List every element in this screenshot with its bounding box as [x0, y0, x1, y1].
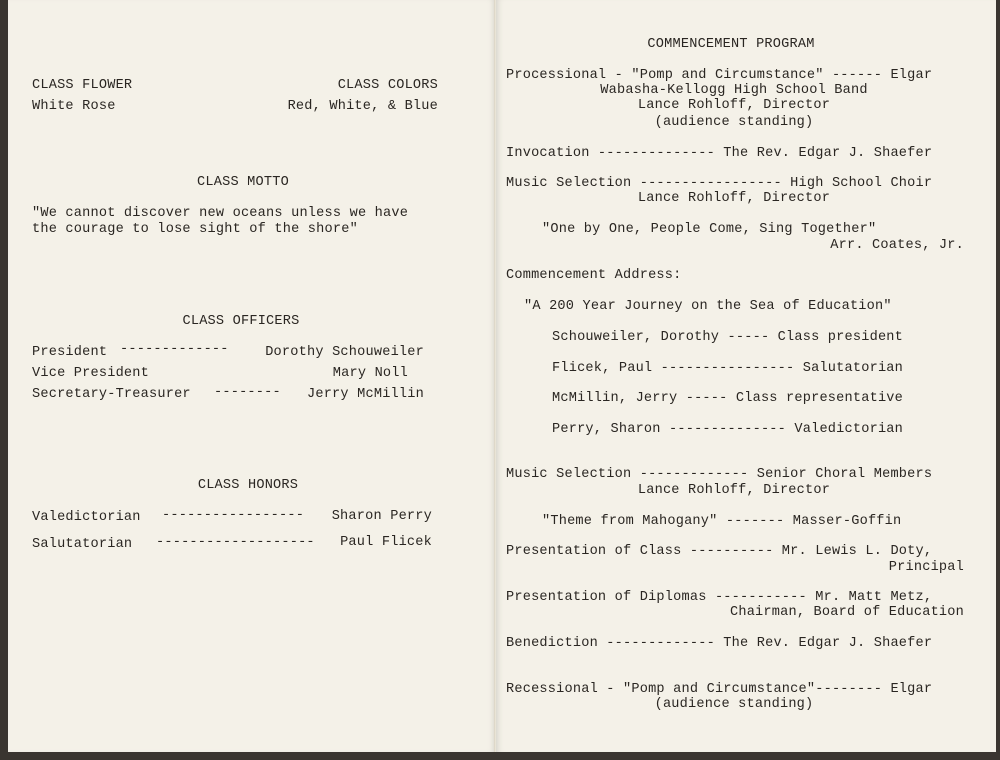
officer-role-vice-president: Vice President [32, 366, 150, 381]
presentation-of-class-line-1: Presentation of Class ---------- Mr. Lewis L. Doty, [506, 544, 933, 559]
honor-role-salutatorian: Salutatorian [32, 537, 133, 552]
officer-dashes-secretary-treasurer: -------- [214, 385, 281, 400]
officer-name-president: Dorothy Schouweiler [265, 345, 424, 360]
music-selection-1-line-1: Music Selection ----------------- High School Choir [506, 176, 933, 191]
processional-line-2: Wabasha-Kellogg High School Band [600, 83, 868, 98]
right-page [496, 0, 996, 752]
class-flower-heading: CLASS FLOWER [32, 78, 133, 93]
officer-dashes-president: ------------- [120, 342, 229, 357]
class-motto-heading: CLASS MOTTO [197, 175, 289, 190]
music-selection-2-line-2: Lance Rohloff, Director [637, 483, 831, 498]
honor-name-valedictorian: Sharon Perry [331, 509, 432, 524]
class-honors-heading: CLASS HONORS [197, 478, 299, 493]
class-flower-value: White Rose [32, 99, 116, 114]
officer-name-vice-president: Mary Noll [332, 366, 408, 381]
speaker-line: Schouweiler, Dorothy ----- Class president [552, 330, 904, 345]
recessional-line-1: Recessional - "Pomp and Circumstance"-------- Elgar [506, 682, 933, 697]
class-officers-heading: CLASS OFFICERS [182, 314, 300, 329]
commencement-address-heading: Commencement Address: [506, 268, 682, 283]
honor-dashes-salutatorian: ------------------- [156, 535, 315, 550]
program-title: COMMENCEMENT PROGRAM [647, 37, 815, 52]
honor-name-salutatorian: Paul Flicek [340, 535, 432, 550]
processional-line-1: Processional - "Pomp and Circumstance" ------ Elgar [506, 68, 933, 83]
music-selection-1-line-2: Lance Rohloff, Director [637, 191, 831, 206]
speaker-line: Perry, Sharon -------------- Valedictorian [552, 422, 904, 437]
invocation-line: Invocation -------------- The Rev. Edgar J. Shaefer [506, 146, 933, 161]
class-colors-value: Red, White, & Blue [287, 99, 438, 114]
processional-line-3: Lance Rohloff, Director [637, 98, 831, 113]
presentation-of-class-line-2: Principal [888, 560, 964, 575]
music-selection-2-line-1: Music Selection ------------- Senior Choral Members [506, 467, 933, 482]
officer-role-secretary-treasurer: Secretary-Treasurer [32, 387, 191, 402]
officer-name-secretary-treasurer: Jerry McMillin [306, 387, 424, 402]
music-selection-1-arranger: Arr. Coates, Jr. [830, 238, 964, 253]
presentation-of-diplomas-line-2: Chairman, Board of Education [729, 605, 964, 620]
speaker-line: Flicek, Paul ---------------- Salutatorian [552, 361, 904, 376]
class-colors-heading: CLASS COLORS [337, 78, 438, 93]
music-selection-1-song: "One by One, People Come, Sing Together" [542, 222, 877, 237]
benediction-line: Benediction ------------- The Rev. Edgar J. Shaefer [506, 636, 933, 651]
speaker-line: McMillin, Jerry ----- Class representative [552, 391, 904, 406]
recessional-line-2: (audience standing) [654, 697, 814, 712]
commencement-address-theme: "A 200 Year Journey on the Sea of Education" [524, 299, 892, 314]
class-motto-line-1: "We cannot discover new oceans unless we have [32, 206, 409, 221]
music-selection-2-song: "Theme from Mahogany" ------- Masser-Goffin [542, 514, 902, 529]
officer-role-president: President [32, 345, 108, 360]
honor-dashes-valedictorian: ----------------- [162, 508, 305, 523]
honor-role-valedictorian: Valedictorian [32, 510, 141, 525]
left-page [8, 0, 496, 752]
class-motto-line-2: the courage to lose sight of the shore" [32, 222, 358, 237]
presentation-of-diplomas-line-1: Presentation of Diplomas ----------- Mr. Matt Metz, [506, 590, 933, 605]
processional-line-4: (audience standing) [654, 115, 814, 130]
